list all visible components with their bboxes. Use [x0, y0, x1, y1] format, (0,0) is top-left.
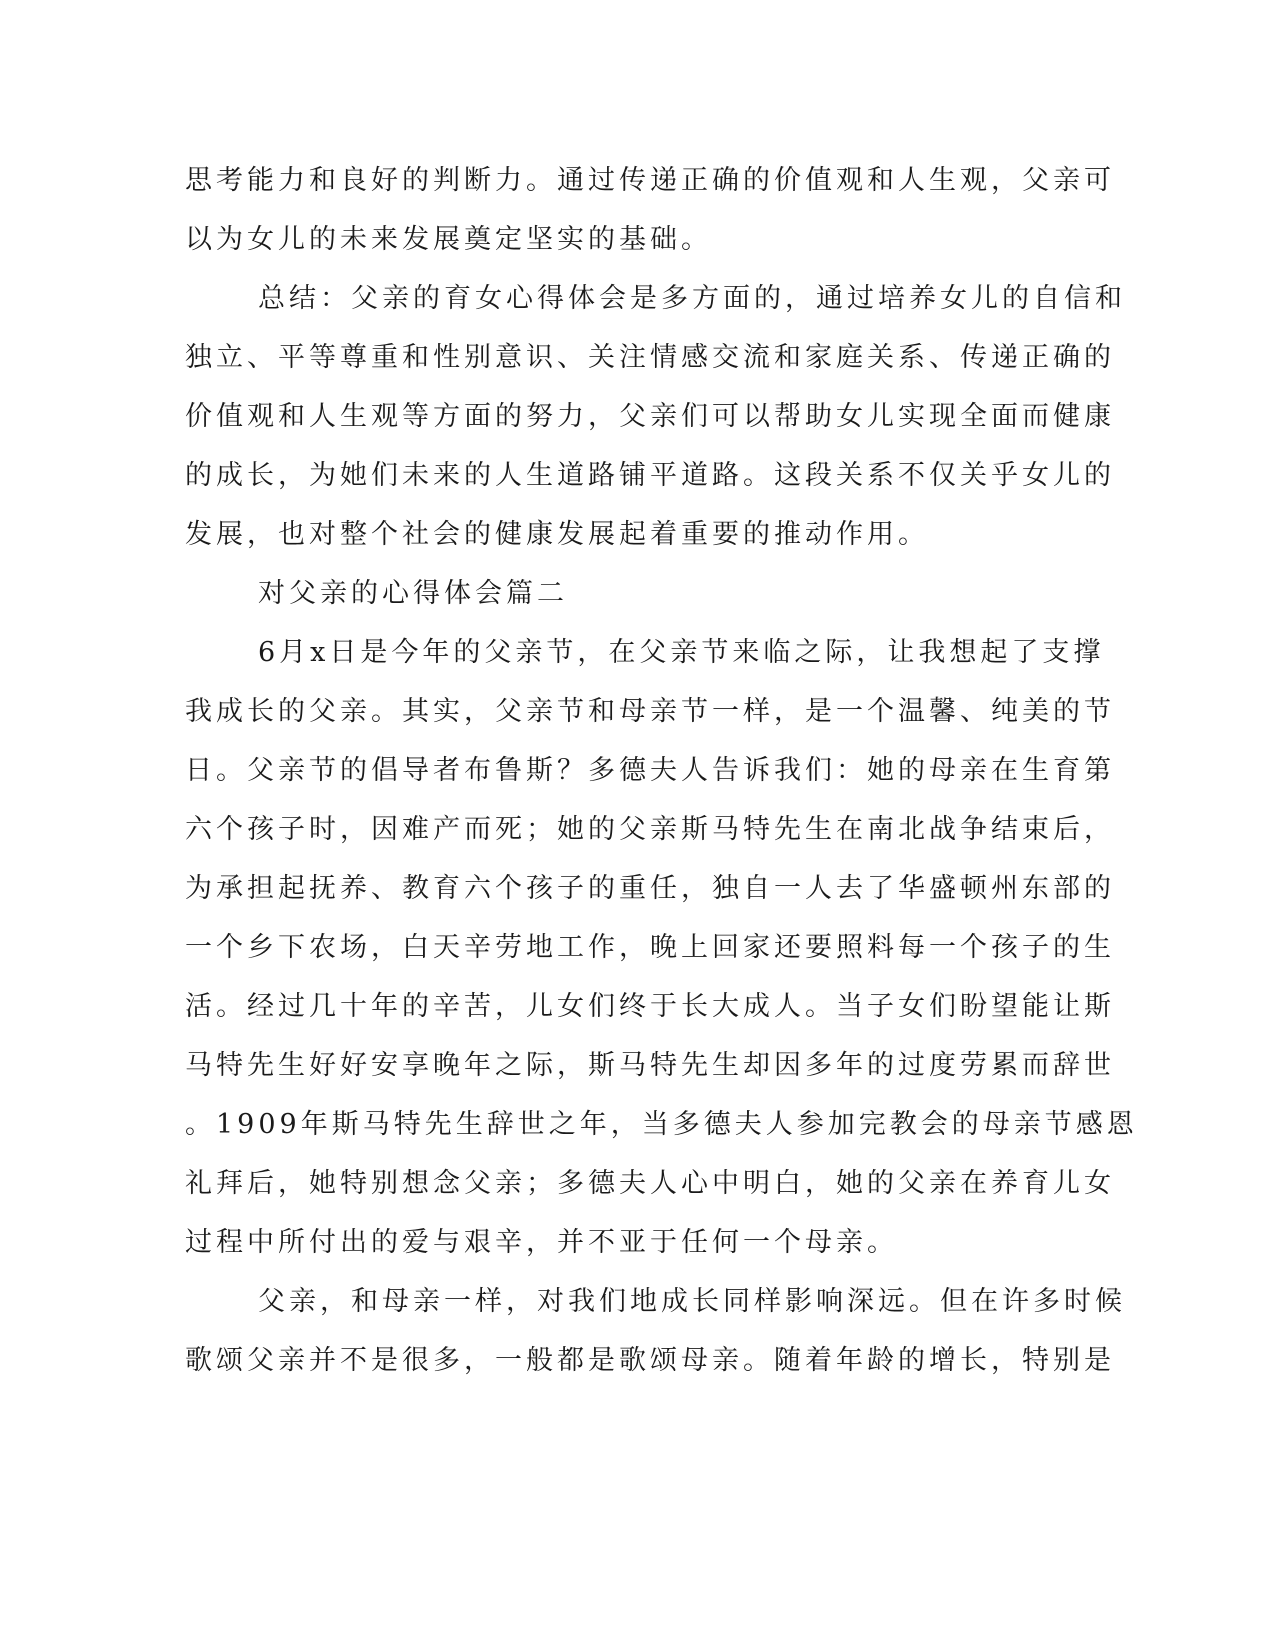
text-line: 为承担起抚养、教育六个孩子的重任，独自一人去了华盛顿州东部的 [185, 873, 1115, 904]
text-line: 我成长的父亲。其实，父亲节和母亲节一样，是一个温馨、纯美的节 [185, 696, 1115, 727]
text-line: 以为女儿的未来发展奠定坚实的基础。 [185, 224, 712, 255]
text-line: 一个乡下农场，白天辛劳地工作，晚上回家还要照料每一个孩子的生 [185, 932, 1115, 963]
text-line: 歌颂父亲并不是很多，一般都是歌颂母亲。随着年龄的增长，特别是 [185, 1345, 1115, 1376]
text-line: 马特先生好好安享晚年之际，斯马特先生却因多年的过度劳累而辞世 [185, 1050, 1115, 1081]
text-line: 思考能力和良好的判断力。通过传递正确的价值观和人生观，父亲可 [185, 165, 1115, 196]
text-line: 的成长，为她们未来的人生道路铺平道路。这段关系不仅关乎女儿的 [185, 460, 1115, 491]
text-line: 六个孩子时，因难产而死；她的父亲斯马特先生在南北战争结束后， [185, 814, 1115, 845]
text-line: 。1909年斯马特先生辞世之年，当多德夫人参加完教会的母亲节感恩 [185, 1109, 1138, 1140]
section-heading: 对父亲的心得体会篇二 [258, 578, 568, 609]
text-line: 总结：父亲的育女心得体会是多方面的，通过培养女儿的自信和 [258, 283, 1126, 314]
text-line: 过程中所付出的爱与艰辛，并不亚于任何一个母亲。 [185, 1227, 898, 1258]
text-line: 活。经过几十年的辛苦，儿女们终于长大成人。当子女们盼望能让斯 [185, 991, 1115, 1022]
text-line: 礼拜后，她特别想念父亲；多德夫人心中明白，她的父亲在养育儿女 [185, 1168, 1115, 1199]
text-line: 6月x日是今年的父亲节，在父亲节来临之际，让我想起了支撑 [258, 637, 1105, 668]
text-line: 价值观和人生观等方面的努力，父亲们可以帮助女儿实现全面而健康 [185, 401, 1115, 432]
text-line: 独立、平等尊重和性别意识、关注情感交流和家庭关系、传递正确的 [185, 342, 1115, 373]
text-line: 父亲，和母亲一样，对我们地成长同样影响深远。但在许多时候 [258, 1286, 1126, 1317]
text-line: 发展，也对整个社会的健康发展起着重要的推动作用。 [185, 519, 929, 550]
text-line: 日。父亲节的倡导者布鲁斯？多德夫人告诉我们：她的母亲在生育第 [185, 755, 1115, 786]
